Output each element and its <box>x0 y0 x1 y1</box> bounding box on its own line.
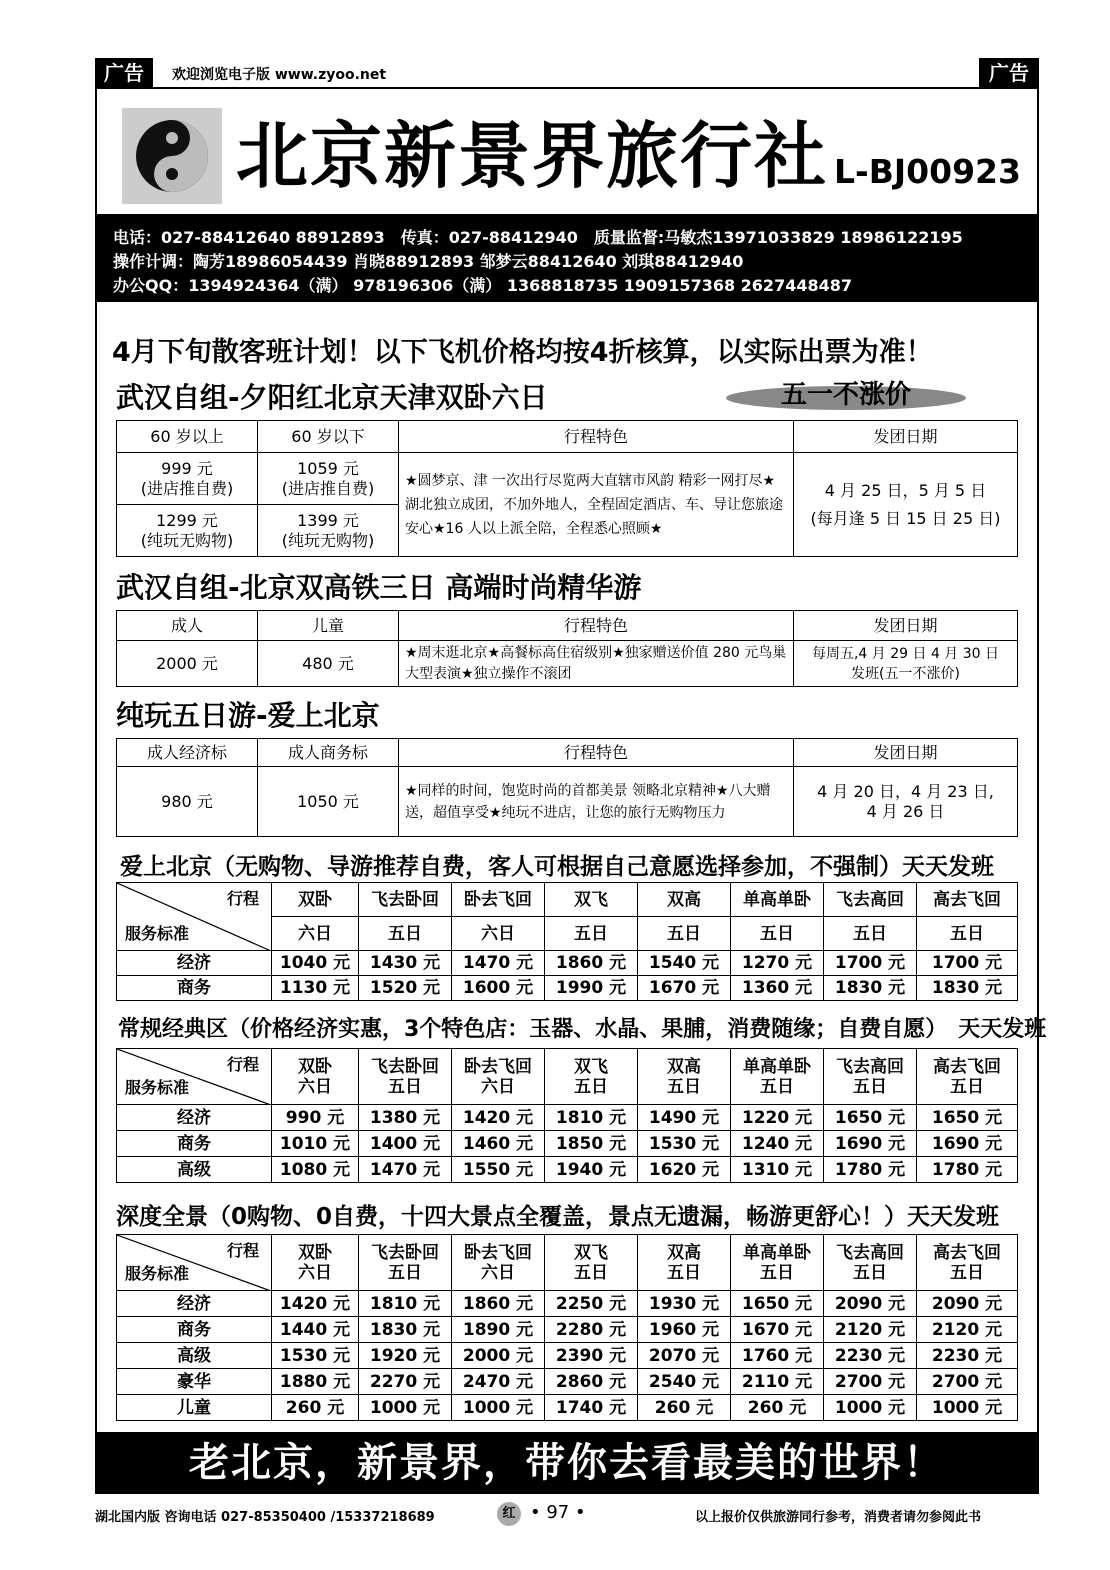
days-header: 五日 <box>917 917 1018 951</box>
route-name: 卧去飞回 <box>464 1242 532 1263</box>
days-header: 五日 <box>824 917 917 951</box>
price-cell: 1550 元 <box>452 1157 545 1183</box>
route-name: 卧去飞回 <box>464 1056 532 1077</box>
price-cell: 1600 元 <box>452 976 545 1001</box>
price-cell: 1880 元 <box>272 1369 359 1395</box>
p3-feature: ★同样的时间，饱览时尚的首都美景 领略北京精神★八大赠送，超值享受★纯玩不进店，让您的旅行无购物压力 <box>399 767 794 837</box>
days-header: 六日 <box>272 917 359 951</box>
p3-header-2: 成人商务标 <box>258 739 399 767</box>
p1-date-line: 4 月 25 日，5 月 5 日 <box>824 480 987 500</box>
price-cell: 1080 元 <box>272 1157 359 1183</box>
price-cell: 2120 元 <box>917 1317 1018 1343</box>
route-name: 双飞 <box>574 1056 608 1077</box>
route-days: 五日 <box>760 1262 794 1283</box>
price-cell: 1850 元 <box>545 1131 638 1157</box>
p2-date-line: 发班(五一不涨价) <box>851 665 960 682</box>
product1-badge-text: 五一不涨价 <box>780 380 911 410</box>
price-cell: 2090 元 <box>917 1291 1018 1317</box>
price-cell: 2070 元 <box>638 1343 731 1369</box>
price-cell: 1650 元 <box>917 1105 1018 1131</box>
price-cell: 1000 元 <box>824 1395 917 1421</box>
price-cell: 2540 元 <box>638 1369 731 1395</box>
price-cell: 1810 元 <box>359 1291 452 1317</box>
price-cell: 2090 元 <box>824 1291 917 1317</box>
price-cell: 1650 元 <box>824 1105 917 1131</box>
price-cell: 260 元 <box>638 1395 731 1421</box>
product1-badge <box>726 374 966 410</box>
price-cell: 1780 元 <box>917 1157 1018 1183</box>
row-label: 商务 <box>117 976 272 1001</box>
route-name: 飞去卧回 <box>371 1056 439 1077</box>
route-header <box>917 1049 1018 1105</box>
p1-price-cell <box>117 505 258 557</box>
price-cell: 1240 元 <box>731 1131 824 1157</box>
price-cell: 2270 元 <box>359 1369 452 1395</box>
price-cell: 1700 元 <box>917 951 1018 976</box>
route-name: 双高 <box>667 1056 701 1077</box>
price-cell: 990 元 <box>272 1105 359 1131</box>
row-label: 豪华 <box>117 1369 272 1395</box>
site-text: 欢迎浏览电子版 www.zyoo.net <box>172 67 387 83</box>
ad-label-right: 广告 <box>979 58 1039 88</box>
route-days: 五日 <box>667 1262 701 1283</box>
price-cell: 1430 元 <box>359 951 452 976</box>
route-days: 六日 <box>298 1262 332 1283</box>
p3-business-price: 1050 元 <box>258 767 399 837</box>
route-name: 飞去高回 <box>836 1056 904 1077</box>
price-cell: 1830 元 <box>917 976 1018 1001</box>
diag-standard-label: 服务标准 <box>125 1078 190 1097</box>
diag-route-label: 行程 <box>226 1241 259 1260</box>
route-days: 六日 <box>298 1076 332 1097</box>
footer-badge-text: 红 <box>502 1506 516 1521</box>
price-cell: 1830 元 <box>359 1317 452 1343</box>
price-cell: 1940 元 <box>545 1157 638 1183</box>
price-cell: 1490 元 <box>638 1105 731 1131</box>
route-header <box>359 1235 452 1291</box>
license-number: L-BJ00923 <box>834 152 1021 191</box>
route-header <box>824 1049 917 1105</box>
price-cell: 2390 元 <box>545 1343 638 1369</box>
p3-header-1: 成人经济标 <box>117 739 258 767</box>
price-cell: 2110 元 <box>731 1369 824 1395</box>
p1-price: 999 元 <box>161 458 213 478</box>
price-cell: 1040 元 <box>272 951 359 976</box>
section3-table <box>116 1234 1018 1421</box>
price-cell: 1470 元 <box>359 1157 452 1183</box>
route-days: 六日 <box>481 1076 515 1097</box>
price-cell: 1460 元 <box>452 1131 545 1157</box>
row-label: 商务 <box>117 1317 272 1343</box>
footer-badge-icon <box>497 1502 521 1526</box>
row-label: 经济 <box>117 1105 272 1131</box>
row-label: 经济 <box>117 1291 272 1317</box>
brand-name: 北京新景界旅行社 <box>236 113 829 198</box>
price-cell: 260 元 <box>731 1395 824 1421</box>
route-header <box>272 1049 359 1105</box>
p2-header-2: 儿童 <box>258 611 399 641</box>
price-cell: 1960 元 <box>638 1317 731 1343</box>
route-header <box>731 1049 824 1105</box>
days-header: 六日 <box>452 917 545 951</box>
price-cell: 1440 元 <box>272 1317 359 1343</box>
product2-title: 武汉自组-北京双高铁三日 高端时尚精华游 <box>116 571 642 604</box>
price-cell: 2860 元 <box>545 1369 638 1395</box>
price-cell: 1740 元 <box>545 1395 638 1421</box>
p2-header-1: 成人 <box>117 611 258 641</box>
contact-line-phone: 电话：027-88412640 88912893 传真：027-88412940 质量监督:马敏杰13971033829 18986122195 <box>113 228 963 247</box>
route-days: 五日 <box>950 1262 984 1283</box>
route-header <box>638 1049 731 1105</box>
route-name: 双卧 <box>298 1242 332 1263</box>
table-row <box>117 1317 1018 1343</box>
product3-table <box>116 738 1018 837</box>
route-days: 五日 <box>950 1076 984 1097</box>
table-row <box>117 1343 1018 1369</box>
p1-header-4: 发团日期 <box>794 421 1018 453</box>
product3-title: 纯玩五日游-爱上北京 <box>116 699 380 732</box>
days-header: 五日 <box>638 917 731 951</box>
contact-line-operators: 操作计调：陶芳18986054439 肖晓88912893 邹梦云88412640 刘琪88412940 <box>113 252 744 271</box>
ad-label-left: 广告 <box>95 58 153 88</box>
price-cell: 1670 元 <box>638 976 731 1001</box>
price-cell: 1530 元 <box>272 1343 359 1369</box>
route-header <box>824 1235 917 1291</box>
row-label: 高级 <box>117 1157 272 1183</box>
table-row <box>117 1105 1018 1131</box>
price-cell: 1930 元 <box>638 1291 731 1317</box>
route-header <box>545 1049 638 1105</box>
route-header: 飞去高回 <box>824 883 917 917</box>
price-cell: 260 元 <box>272 1395 359 1421</box>
section3-title: 深度全景（0购物、0自费，十四大景点全覆盖，景点无遗漏，畅游更舒心！）天天发班 <box>116 1204 1000 1230</box>
route-days: 五日 <box>388 1076 422 1097</box>
price-cell: 1000 元 <box>452 1395 545 1421</box>
row-label: 商务 <box>117 1131 272 1157</box>
price-cell: 2230 元 <box>917 1343 1018 1369</box>
price-cell: 1380 元 <box>359 1105 452 1131</box>
price-cell: 2470 元 <box>452 1369 545 1395</box>
product1-title: 武汉自组-夕阳红北京天津双卧六日 <box>116 381 548 414</box>
table-row <box>117 951 1018 976</box>
p1-header-2: 60 岁以下 <box>258 421 399 453</box>
route-name: 高去飞回 <box>933 1056 1001 1077</box>
route-header: 单高单卧 <box>731 883 824 917</box>
product1-table <box>116 420 1018 557</box>
route-name: 双高 <box>667 1242 701 1263</box>
route-name: 飞去卧回 <box>371 1242 439 1263</box>
p3-date-line: 4 月 20 日，4 月 23 日, <box>817 781 994 801</box>
route-days: 六日 <box>481 1262 515 1283</box>
p2-feature: ★周末逛北京★高餐标高住宿级别★独家赠送价值 280 元鸟巢大型表演★独立操作不滚团 <box>399 641 794 687</box>
p1-price-cell <box>117 453 258 505</box>
route-name: 飞去高回 <box>836 1242 904 1263</box>
price-cell: 1540 元 <box>638 951 731 976</box>
price-cell: 2700 元 <box>824 1369 917 1395</box>
table-row <box>117 1291 1018 1317</box>
price-cell: 1000 元 <box>917 1395 1018 1421</box>
route-header <box>272 1235 359 1291</box>
p1-price: 1059 元 <box>297 458 359 478</box>
table-row <box>117 1395 1018 1421</box>
price-cell: 2000 元 <box>452 1343 545 1369</box>
p1-price-note: (进店推自费) <box>281 478 375 498</box>
route-header <box>452 1049 545 1105</box>
route-name: 双飞 <box>574 1242 608 1263</box>
s1-diag-header <box>117 883 272 951</box>
price-cell: 1520 元 <box>359 976 452 1001</box>
route-header <box>638 1235 731 1291</box>
p1-price-cell <box>258 505 399 557</box>
route-header: 双高 <box>638 883 731 917</box>
price-cell: 2230 元 <box>824 1343 917 1369</box>
p2-header-4: 发团日期 <box>794 611 1018 641</box>
diag-route-label: 行程 <box>226 1055 259 1074</box>
p1-price: 1299 元 <box>156 510 218 530</box>
route-days: 五日 <box>760 1076 794 1097</box>
p1-date-line: (每月逢 5 日 15 日 25 日) <box>810 508 1001 528</box>
row-label: 儿童 <box>117 1395 272 1421</box>
route-days: 五日 <box>574 1262 608 1283</box>
p1-header-3: 行程特色 <box>399 421 794 453</box>
route-name: 双卧 <box>298 1056 332 1077</box>
slogan-banner: 老北京，新景界，带你去看最美的世界！ <box>95 1432 1039 1494</box>
price-cell: 1860 元 <box>452 1291 545 1317</box>
s2-diag-header <box>117 1049 272 1105</box>
route-name: 高去飞回 <box>933 1242 1001 1263</box>
route-days: 五日 <box>667 1076 701 1097</box>
price-cell: 1220 元 <box>731 1105 824 1131</box>
p3-economy-price: 980 元 <box>117 767 258 837</box>
price-cell: 1990 元 <box>545 976 638 1001</box>
taiji-logo-icon <box>122 108 222 204</box>
price-cell: 1400 元 <box>359 1131 452 1157</box>
days-header: 五日 <box>545 917 638 951</box>
price-cell: 1810 元 <box>545 1105 638 1131</box>
price-cell: 1420 元 <box>272 1291 359 1317</box>
contact-block <box>95 214 1039 302</box>
price-cell: 1670 元 <box>731 1317 824 1343</box>
route-header: 双飞 <box>545 883 638 917</box>
p3-header-3: 行程特色 <box>399 739 794 767</box>
p3-dates <box>794 767 1018 837</box>
contact-line-qq: 办公QQ：1394924364（满） 978196306（满） 1368818735 1909157368 2627448487 <box>113 276 852 295</box>
days-header: 五日 <box>359 917 452 951</box>
page-number: • 97 • <box>530 1502 586 1523</box>
route-days: 五日 <box>853 1076 887 1097</box>
section2-table <box>116 1048 1018 1183</box>
route-name: 单高单卧 <box>743 1056 811 1077</box>
table-row <box>117 1131 1018 1157</box>
route-name: 单高单卧 <box>743 1242 811 1263</box>
price-cell: 1780 元 <box>824 1157 917 1183</box>
price-cell: 1360 元 <box>731 976 824 1001</box>
price-cell: 1620 元 <box>638 1157 731 1183</box>
route-days: 五日 <box>853 1262 887 1283</box>
table-row <box>117 976 1018 1001</box>
price-cell: 1470 元 <box>452 951 545 976</box>
price-cell: 2700 元 <box>917 1369 1018 1395</box>
price-cell: 1010 元 <box>272 1131 359 1157</box>
price-cell: 2280 元 <box>545 1317 638 1343</box>
route-header: 飞去卧回 <box>359 883 452 917</box>
p1-feature: ★圆梦京、津 一次出行尽览两大直辖市风韵 精彩一网打尽★湖北独立成团，不加外地人，全程固定酒店、车、导让您旅途安心★16 人以上派全陪，全程悉心照顾★ <box>399 453 794 557</box>
p1-price-cell <box>258 453 399 505</box>
route-days: 五日 <box>574 1076 608 1097</box>
route-header <box>452 1235 545 1291</box>
price-cell: 1650 元 <box>731 1291 824 1317</box>
p2-date-line: 每周五,4 月 29 日 4 月 30 日 <box>811 645 1000 662</box>
p1-dates <box>794 453 1018 557</box>
section1-table <box>116 882 1018 1001</box>
route-header: 高去飞回 <box>917 883 1018 917</box>
price-cell: 1420 元 <box>452 1105 545 1131</box>
price-cell: 1530 元 <box>638 1131 731 1157</box>
diag-standard-label: 服务标准 <box>125 924 190 943</box>
p2-header-3: 行程特色 <box>399 611 794 641</box>
row-label: 经济 <box>117 951 272 976</box>
price-cell: 1690 元 <box>824 1131 917 1157</box>
price-cell: 1760 元 <box>731 1343 824 1369</box>
diag-route-label: 行程 <box>226 889 259 908</box>
route-days: 五日 <box>388 1262 422 1283</box>
p3-date-line: 4 月 26 日 <box>866 801 945 821</box>
route-header <box>917 1235 1018 1291</box>
price-cell: 1920 元 <box>359 1343 452 1369</box>
p1-price-note: (进店推自费) <box>140 478 234 498</box>
section2-title: 常规经典区（价格经济实惠，3个特色店：玉器、水晶、果脯，消费随缘；自费自愿） 天天发班 <box>118 1017 1047 1042</box>
price-cell: 1690 元 <box>917 1131 1018 1157</box>
p2-adult-price: 2000 元 <box>117 641 258 687</box>
days-header: 五日 <box>731 917 824 951</box>
route-header: 双卧 <box>272 883 359 917</box>
price-cell: 1890 元 <box>452 1317 545 1343</box>
price-cell: 2120 元 <box>824 1317 917 1343</box>
price-cell: 1130 元 <box>272 976 359 1001</box>
footer-left: 湖北国内版 咨询电话 027-85350400 /15337218689 <box>95 1510 435 1525</box>
p2-dates <box>794 641 1018 687</box>
price-cell: 1000 元 <box>359 1395 452 1421</box>
section1-title: 爱上北京（无购物、导游推荐自费，客人可根据自己意愿选择参加，不强制）天天发班 <box>120 854 994 880</box>
p1-price: 1399 元 <box>297 510 359 530</box>
footer-right: 以上报价仅供旅游同行参考，消费者请勿参阅此书 <box>695 1510 982 1525</box>
price-cell: 1830 元 <box>824 976 917 1001</box>
s3-diag-header <box>117 1235 272 1291</box>
route-header <box>359 1049 452 1105</box>
table-row <box>117 1369 1018 1395</box>
price-cell: 2250 元 <box>545 1291 638 1317</box>
row-label: 高级 <box>117 1343 272 1369</box>
table-row <box>117 1157 1018 1183</box>
notice-heading: 4月下旬散客班计划！以下飞机价格均按4折核算，以实际出票为准！ <box>112 337 933 368</box>
price-cell: 1270 元 <box>731 951 824 976</box>
route-header <box>545 1235 638 1291</box>
p2-child-price: 480 元 <box>258 641 399 687</box>
price-cell: 1860 元 <box>545 951 638 976</box>
p3-header-4: 发团日期 <box>794 739 1018 767</box>
route-header <box>731 1235 824 1291</box>
price-cell: 1700 元 <box>824 951 917 976</box>
product2-table <box>116 610 1018 687</box>
diag-standard-label: 服务标准 <box>125 1264 190 1283</box>
p1-price-note: (纯玩无购物) <box>281 530 375 550</box>
route-header: 卧去飞回 <box>452 883 545 917</box>
p1-price-note: (纯玩无购物) <box>140 530 234 550</box>
price-cell: 1310 元 <box>731 1157 824 1183</box>
p1-header-1: 60 岁以上 <box>117 421 258 453</box>
